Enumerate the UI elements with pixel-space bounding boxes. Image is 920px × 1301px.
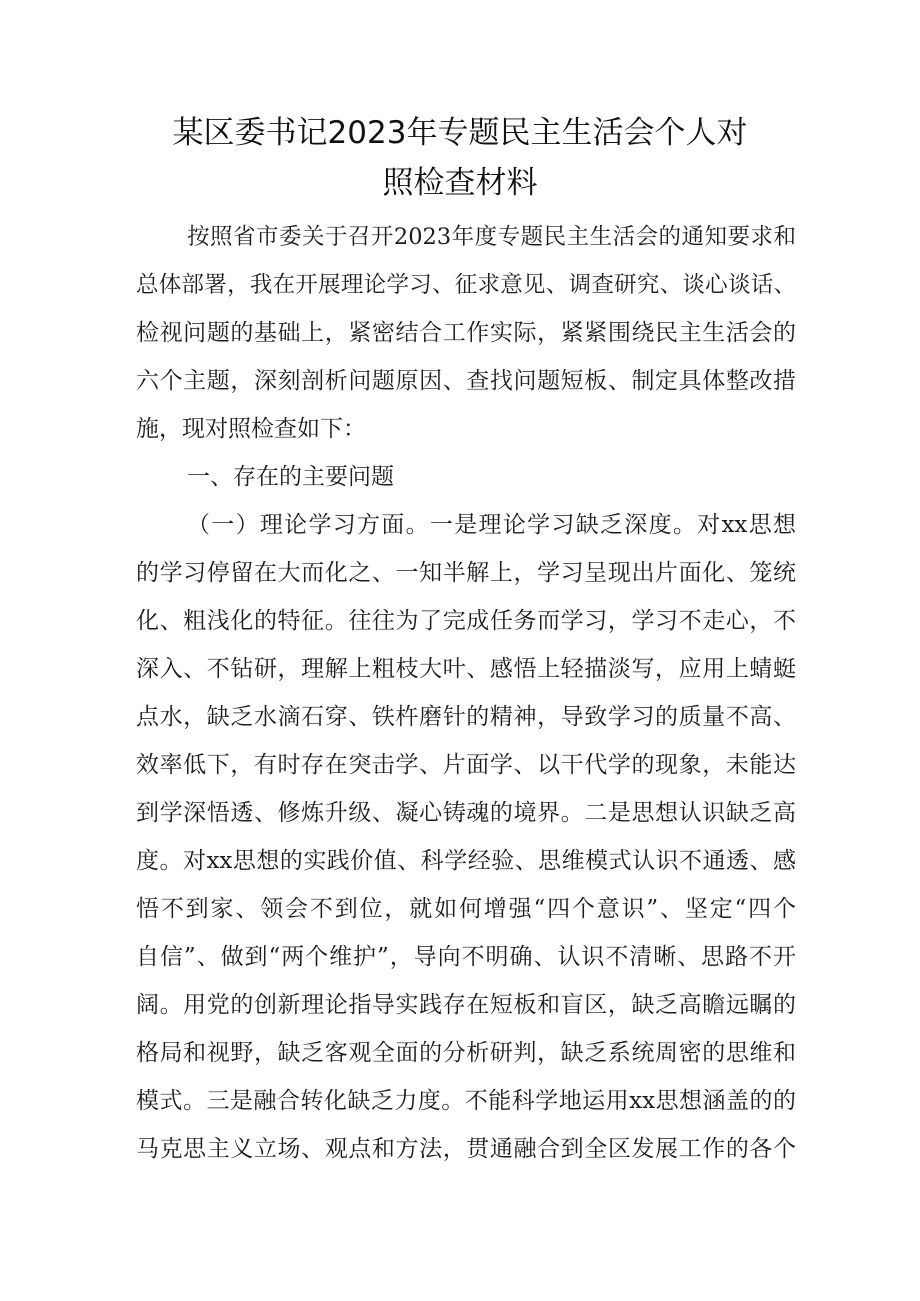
document-title-line-2: 照检查材料 (382, 165, 538, 201)
body-paragraph-line: 化、粗浅化的特征。往往为了完成任务而学习，学习不走心，不 (136, 608, 796, 634)
intro-paragraph-line: 按照省市委关于召开2023年度专题民主生活会的通知要求和 (187, 224, 796, 250)
body-paragraph-line: 效率低下，有时存在突击学、片面学、以干代学的现象，未能达 (136, 752, 796, 778)
body-paragraph-line: 阔。用党的创新理论指导实践存在短板和盲区，缺乏高瞻远瞩的 (136, 992, 796, 1018)
body-paragraph-line: 马克思主义立场、观点和方法，贯通融合到全区发展工作的各个 (136, 1136, 796, 1162)
body-paragraph-line: 自信”、做到“两个维护”，导向不明确、认识不清晰、思路不开 (136, 944, 796, 970)
body-paragraph-line: （一）理论学习方面。一是理论学习缺乏深度。对xx思想 (187, 512, 796, 538)
body-paragraph-line: 悟不到家、领会不到位，就如何增强“四个意识”、坚定“四个 (136, 896, 796, 922)
intro-paragraph-line: 总体部署，我在开展理论学习、征求意见、调查研究、谈心谈话、 (136, 272, 796, 298)
section-heading: 一、存在的主要问题 (187, 464, 394, 490)
body-paragraph-line: 到学深悟透、修炼升级、凝心铸魂的境界。二是思想认识缺乏高 (136, 800, 796, 826)
document-title-line-1: 某区委书记2023年专题民主生活会个人对 (172, 115, 748, 151)
body-paragraph-line: 度。对xx思想的实践价值、科学经验、思维模式认识不通透、感 (136, 848, 796, 874)
body-paragraph-line: 点水，缺乏水滴石穿、铁杵磨针的精神，导致学习的质量不高、 (136, 704, 796, 730)
body-paragraph-line: 模式。三是融合转化缺乏力度。不能科学地运用xx思想涵盖的的 (136, 1088, 796, 1114)
body-paragraph-line: 的学习停留在大而化之、一知半解上，学习呈现出片面化、笼统 (136, 560, 796, 586)
body-paragraph-line: 深入、不钻研，理解上粗枝大叶、感悟上轻描淡写，应用上蜻蜓 (136, 656, 796, 682)
intro-paragraph-line: 六个主题，深刻剖析问题原因、查找问题短板、制定具体整改措 (136, 368, 796, 394)
body-paragraph-line: 格局和视野，缺乏客观全面的分析研判，缺乏系统周密的思维和 (136, 1040, 796, 1066)
intro-paragraph-line: 检视问题的基础上，紧密结合工作实际，紧紧围绕民主生活会的 (136, 320, 796, 346)
intro-paragraph-line: 施，现对照检查如下： (136, 416, 366, 442)
